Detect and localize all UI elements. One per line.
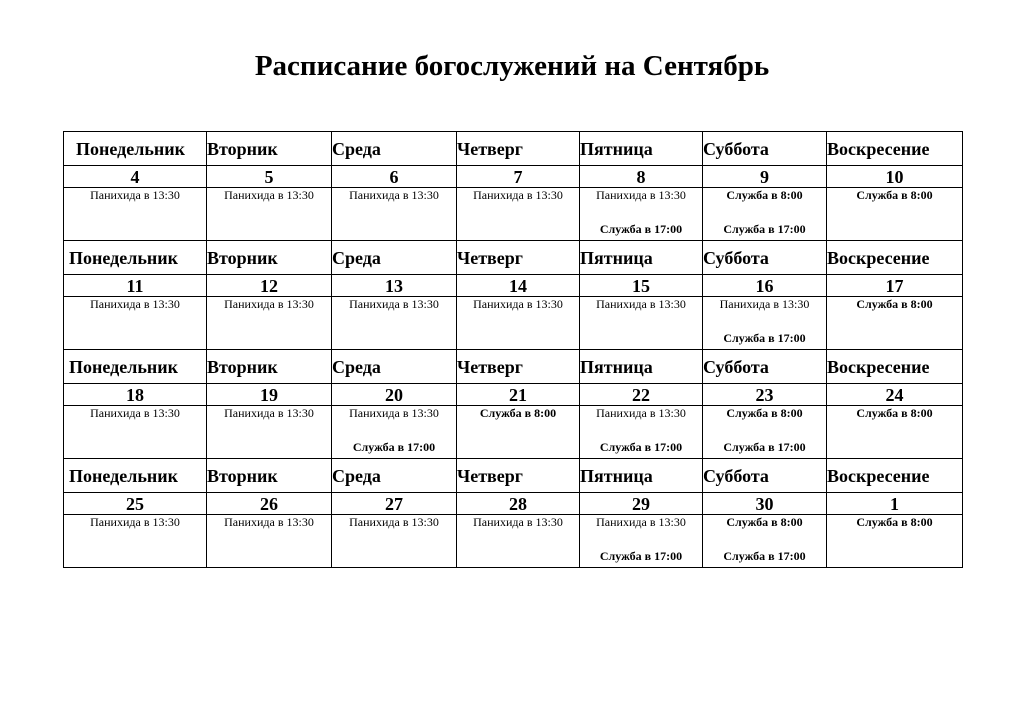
date-row (64, 384, 963, 406)
date-cell: 7 (457, 166, 580, 188)
service-line-1: Панихида в 13:30 (473, 515, 563, 529)
service-line-1: Панихида в 13:30 (224, 515, 314, 529)
service-line-1: Служба в 8:00 (726, 188, 803, 202)
service-line-2: Служба в 17:00 (723, 440, 806, 454)
weekday-header: Понедельник (64, 132, 207, 166)
services-cell (207, 515, 332, 568)
services-cell (457, 406, 580, 459)
services-cell (457, 297, 580, 350)
service-line-1: Служба в 8:00 (479, 406, 557, 420)
weekday-header: Воскресение (827, 459, 963, 493)
date-cell: 25 (64, 493, 207, 515)
services-cell (703, 515, 827, 568)
services-cell (827, 406, 963, 459)
services-row (64, 297, 963, 350)
services-cell (703, 188, 827, 241)
services-cell (580, 188, 703, 241)
services-cell (332, 188, 457, 241)
date-cell: 20 (332, 384, 457, 406)
date-cell: 16 (703, 275, 827, 297)
weekday-header-row (64, 132, 963, 166)
services-cell (207, 297, 332, 350)
services-row (64, 515, 963, 568)
date-cell: 10 (827, 166, 963, 188)
date-cell: 26 (207, 493, 332, 515)
weekday-header: Четверг (457, 459, 580, 493)
service-line-2: Служба в 17:00 (599, 549, 683, 563)
date-cell: 6 (332, 166, 457, 188)
date-cell: 12 (207, 275, 332, 297)
services-cell (64, 515, 207, 568)
service-line-1: Панихида в 13:30 (596, 515, 686, 529)
service-line-1: Служба в 8:00 (856, 297, 933, 311)
service-line-1: Панихида в 13:30 (473, 188, 563, 202)
date-cell: 13 (332, 275, 457, 297)
weekday-header: Понедельник (64, 241, 207, 275)
date-cell: 18 (64, 384, 207, 406)
service-line-1: Панихида в 13:30 (90, 297, 180, 311)
weekday-header: Пятница (580, 132, 703, 166)
weekday-header: Вторник (207, 241, 332, 275)
weekday-header: Среда (332, 241, 457, 275)
weekday-header-row (64, 241, 963, 275)
service-line-1: Служба в 8:00 (856, 406, 933, 420)
service-line-2: Служба в 17:00 (723, 331, 806, 345)
service-line-2: Служба в 17:00 (723, 222, 806, 236)
date-cell: 17 (827, 275, 963, 297)
service-line-1: Служба в 8:00 (856, 188, 933, 202)
date-row (64, 493, 963, 515)
weekday-header: Суббота (703, 241, 827, 275)
page-title: Расписание богослужений на Сентябрь (254, 50, 770, 82)
weekday-header: Суббота (703, 459, 827, 493)
weekday-header: Среда (332, 459, 457, 493)
date-cell: 11 (64, 275, 207, 297)
date-cell: 30 (703, 493, 827, 515)
service-line-1: Служба в 8:00 (856, 515, 933, 529)
services-cell (580, 515, 703, 568)
service-line-1: Панихида в 13:30 (349, 188, 439, 202)
weekday-header: Вторник (207, 459, 332, 493)
weekday-header: Вторник (207, 350, 332, 384)
services-cell (827, 297, 963, 350)
weekday-header: Воскресение (827, 132, 963, 166)
service-line-1: Панихида в 13:30 (224, 188, 314, 202)
weekday-header: Среда (332, 350, 457, 384)
services-cell (827, 515, 963, 568)
date-row (64, 275, 963, 297)
services-cell (457, 515, 580, 568)
services-cell (580, 297, 703, 350)
weekday-header: Четверг (457, 350, 580, 384)
weekday-header: Вторник (207, 132, 332, 166)
date-cell: 1 (827, 493, 963, 515)
service-line-1: Панихида в 13:30 (224, 297, 314, 311)
weekday-header: Понедельник (64, 459, 207, 493)
date-cell: 15 (580, 275, 703, 297)
service-line-2: Служба в 17:00 (352, 440, 436, 454)
services-cell (457, 188, 580, 241)
date-row (64, 166, 963, 188)
date-cell: 14 (457, 275, 580, 297)
service-line-2: Служба в 17:00 (599, 222, 683, 236)
weekday-header: Суббота (703, 350, 827, 384)
weekday-header: Суббота (703, 132, 827, 166)
services-cell (64, 297, 207, 350)
services-cell (332, 515, 457, 568)
date-cell: 9 (703, 166, 827, 188)
service-line-1: Служба в 8:00 (726, 406, 803, 420)
services-cell (332, 297, 457, 350)
date-cell: 19 (207, 384, 332, 406)
weekday-header: Пятница (580, 350, 703, 384)
services-cell (703, 406, 827, 459)
service-line-1: Панихида в 13:30 (596, 406, 686, 420)
services-cell (827, 188, 963, 241)
services-cell (580, 406, 703, 459)
service-line-1: Панихида в 13:30 (596, 188, 686, 202)
service-line-2: Служба в 17:00 (599, 440, 683, 454)
date-cell: 5 (207, 166, 332, 188)
weekday-header: Четверг (457, 132, 580, 166)
weekday-header: Воскресение (827, 350, 963, 384)
services-cell (332, 406, 457, 459)
weekday-header: Среда (332, 132, 457, 166)
weekday-header: Воскресение (827, 241, 963, 275)
service-line-1: Панихида в 13:30 (349, 406, 439, 420)
service-line-1: Панихида в 13:30 (349, 297, 439, 311)
date-cell: 28 (457, 493, 580, 515)
services-cell (703, 297, 827, 350)
service-line-1: Панихида в 13:30 (224, 406, 314, 420)
services-row (64, 406, 963, 459)
services-cell (64, 406, 207, 459)
service-line-1: Панихида в 13:30 (473, 297, 563, 311)
service-line-1: Служба в 8:00 (726, 515, 803, 529)
services-cell (64, 188, 207, 241)
date-cell: 27 (332, 493, 457, 515)
date-cell: 23 (703, 384, 827, 406)
service-line-1: Панихида в 13:30 (90, 515, 180, 529)
service-line-1: Панихида в 13:30 (90, 406, 180, 420)
weekday-header: Понедельник (64, 350, 207, 384)
weekday-header-row (64, 350, 963, 384)
schedule-table (63, 131, 963, 568)
weekday-header: Пятница (580, 241, 703, 275)
services-cell (207, 406, 332, 459)
service-line-1: Панихида в 13:30 (349, 515, 439, 529)
weekday-header-row (64, 459, 963, 493)
services-cell (207, 188, 332, 241)
date-cell: 22 (580, 384, 703, 406)
service-line-1: Панихида в 13:30 (719, 297, 810, 311)
date-cell: 29 (580, 493, 703, 515)
service-line-2: Служба в 17:00 (723, 549, 806, 563)
service-line-1: Панихида в 13:30 (90, 188, 180, 202)
date-cell: 21 (457, 384, 580, 406)
service-line-1: Панихида в 13:30 (596, 297, 686, 311)
weekday-header: Четверг (457, 241, 580, 275)
date-cell: 24 (827, 384, 963, 406)
date-cell: 8 (580, 166, 703, 188)
weekday-header: Пятница (580, 459, 703, 493)
services-row (64, 188, 963, 241)
date-cell: 4 (64, 166, 207, 188)
